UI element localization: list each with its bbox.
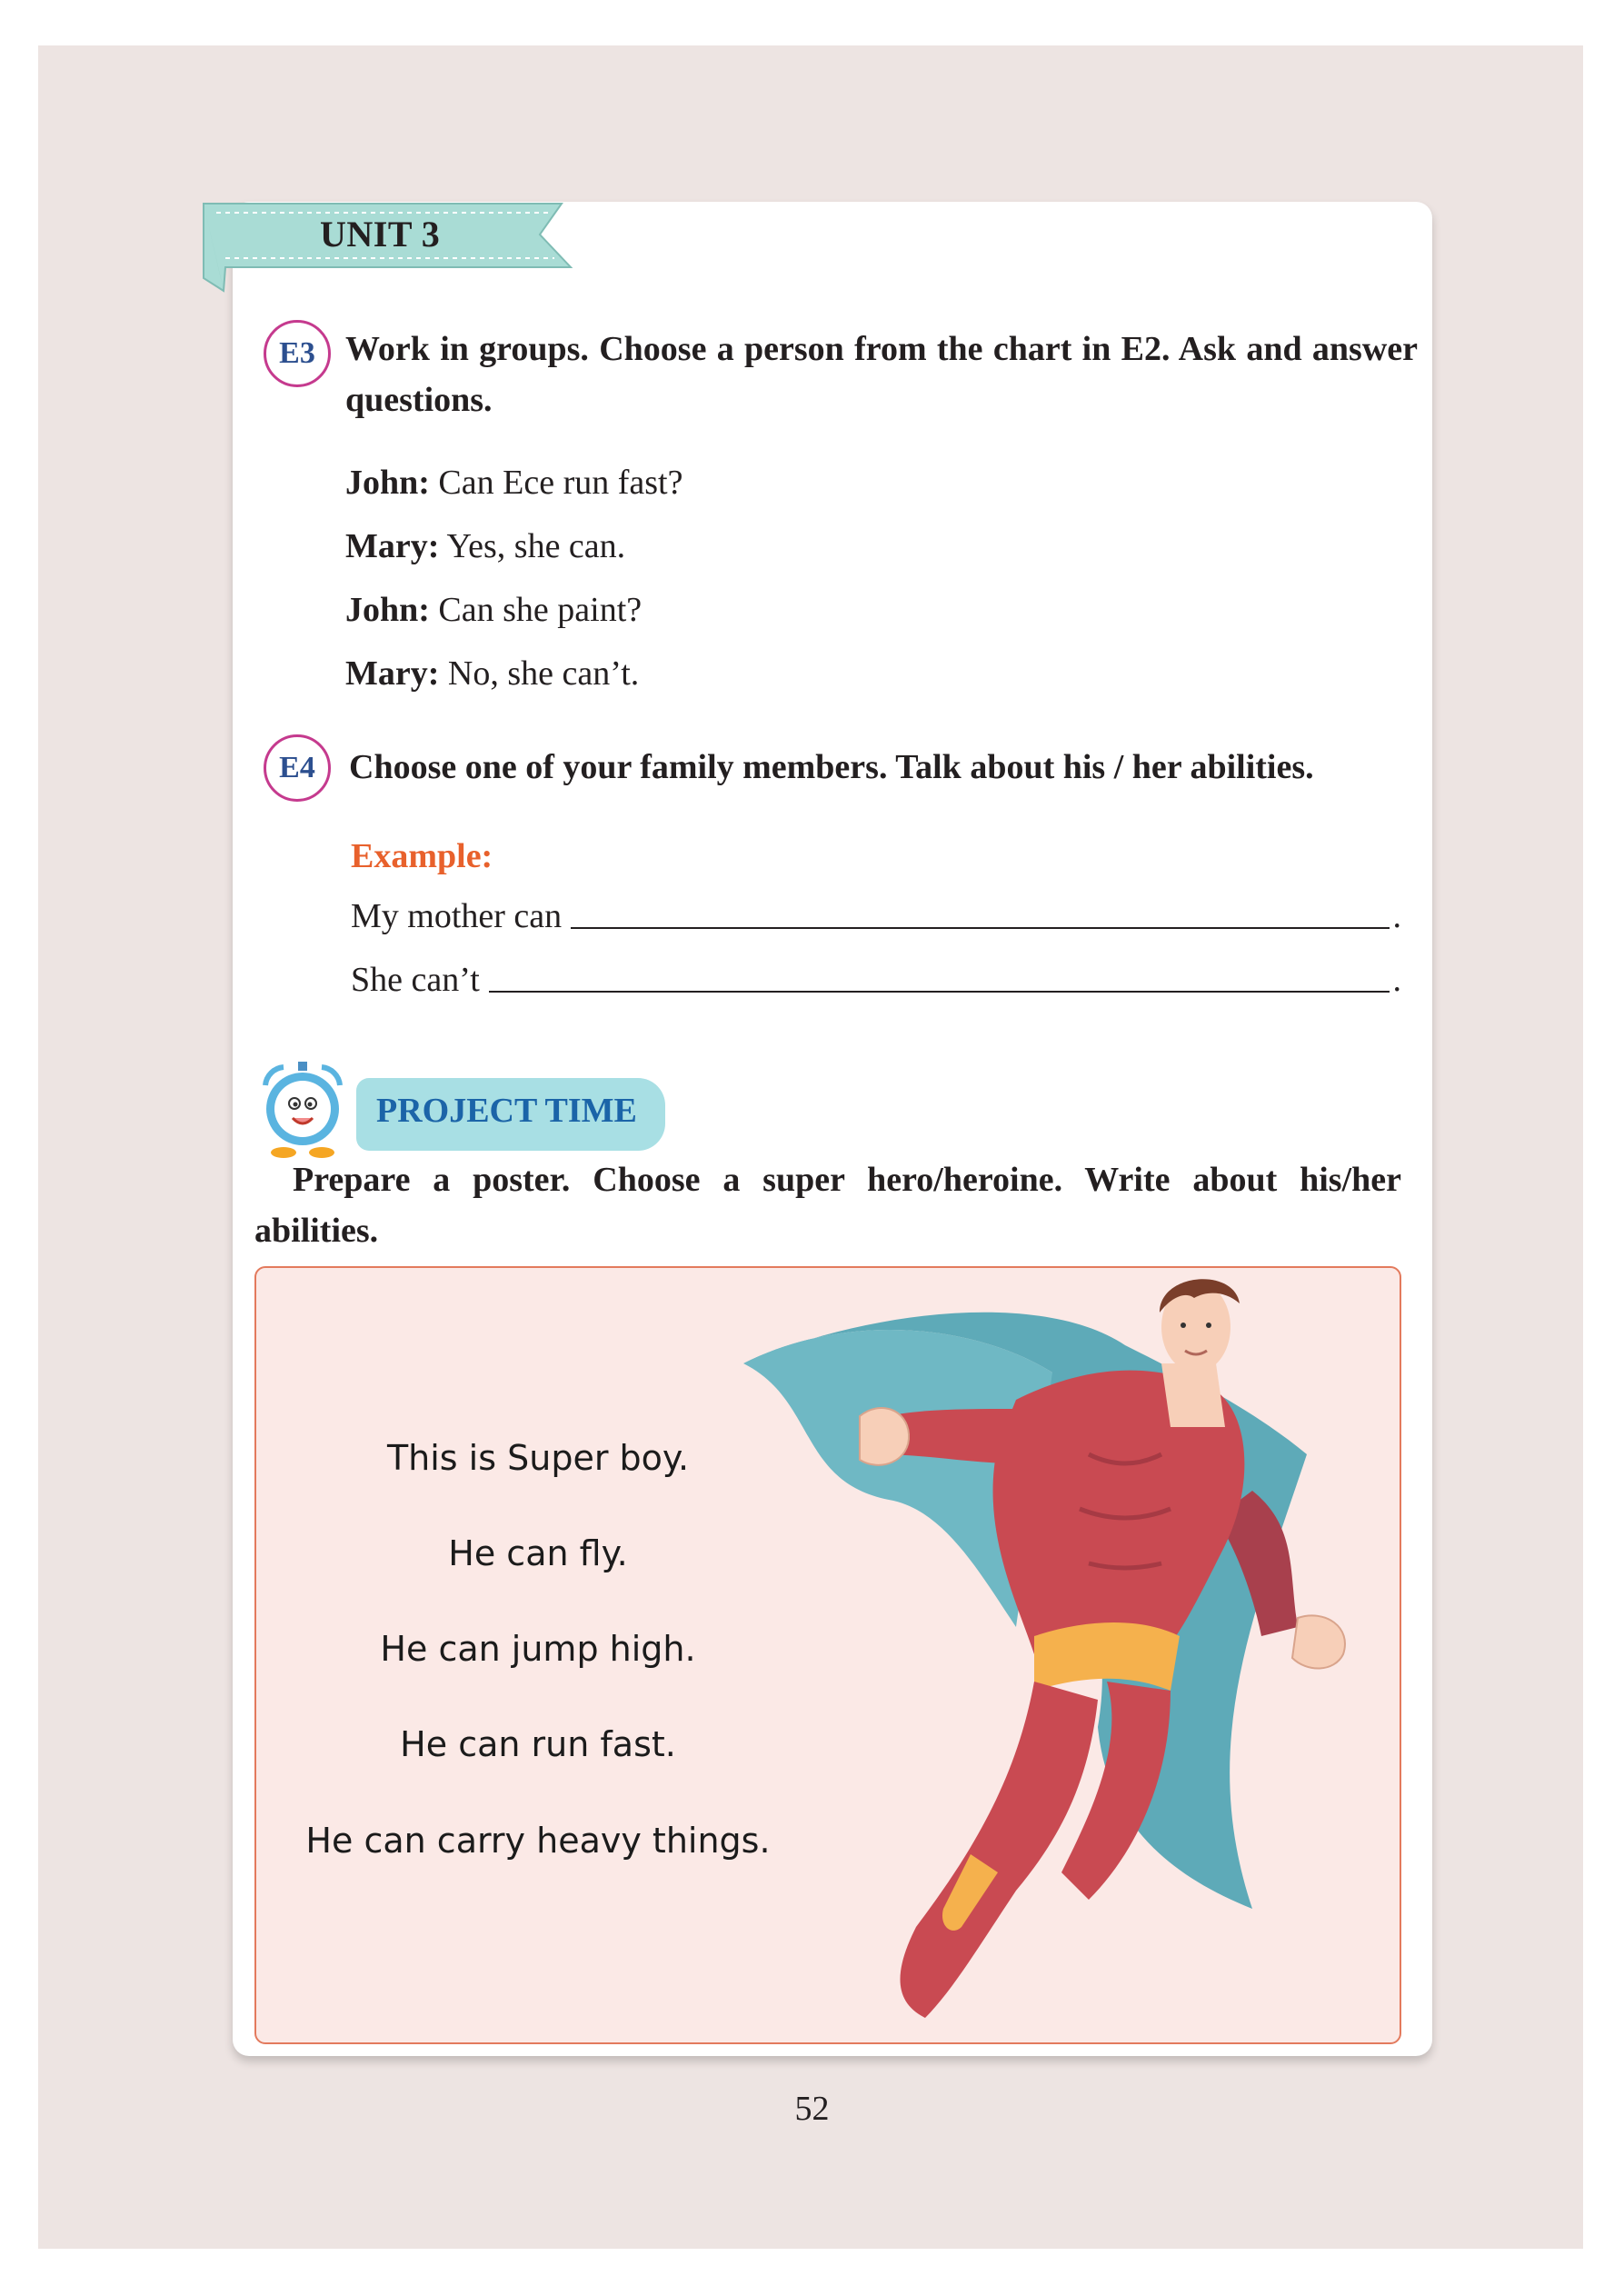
e3-badge: E3 xyxy=(264,320,331,387)
e4-instruction: Choose one of your family members. Talk about his / her abilities. xyxy=(349,748,1314,786)
e3-instruction: Work in groups. Choose a person from the chart in E2. Ask and answer questions. xyxy=(345,330,1418,419)
dialogue-speaker: John: xyxy=(345,464,430,502)
page-number: 52 xyxy=(794,2090,830,2128)
project-time-label: PROJECT TIME xyxy=(376,1092,637,1130)
dialogue-text: Can she paint? xyxy=(438,591,643,629)
dialogue-speaker: Mary: xyxy=(345,527,440,565)
dialogue-line xyxy=(345,587,642,633)
fill-in-sentence xyxy=(351,896,1401,936)
project-instruction: Prepare a poster. Choose a super hero/heroine. Write about his/her abilities. xyxy=(254,1161,1401,1250)
example-label: Example: xyxy=(351,837,493,875)
e4-badge: E4 xyxy=(264,734,331,802)
sentence-end: . xyxy=(1392,961,1401,999)
dialogue-line xyxy=(345,651,639,696)
dialogue-line xyxy=(345,524,625,569)
dialogue-line xyxy=(345,460,682,505)
poster-line: He can run fast. xyxy=(400,1724,676,1764)
poster-line: He can jump high. xyxy=(380,1629,696,1669)
sentence-start: She can’t xyxy=(351,961,480,999)
superhero-illustration xyxy=(743,1273,1416,2045)
alarm-clock-mascot-icon xyxy=(253,1054,353,1163)
dialogue-text: Yes, she can. xyxy=(446,527,626,565)
blank-line[interactable] xyxy=(489,989,1390,993)
dialogue-text: Can Ece run fast? xyxy=(438,464,683,502)
unit-title: UNIT 3 xyxy=(320,214,441,255)
poster-line: He can fly. xyxy=(448,1533,628,1573)
sentence-start: My mother can xyxy=(351,897,563,935)
blank-line[interactable] xyxy=(571,925,1389,929)
sentence-end: . xyxy=(1392,897,1401,935)
dialogue-text: No, she can’t. xyxy=(447,654,640,693)
dialogue-speaker: John: xyxy=(345,591,430,629)
dialogue-speaker: Mary: xyxy=(345,654,440,693)
poster-line: This is Super boy. xyxy=(386,1438,690,1478)
poster-line: He can carry heavy things. xyxy=(305,1821,771,1861)
fill-in-sentence xyxy=(351,960,1401,1000)
